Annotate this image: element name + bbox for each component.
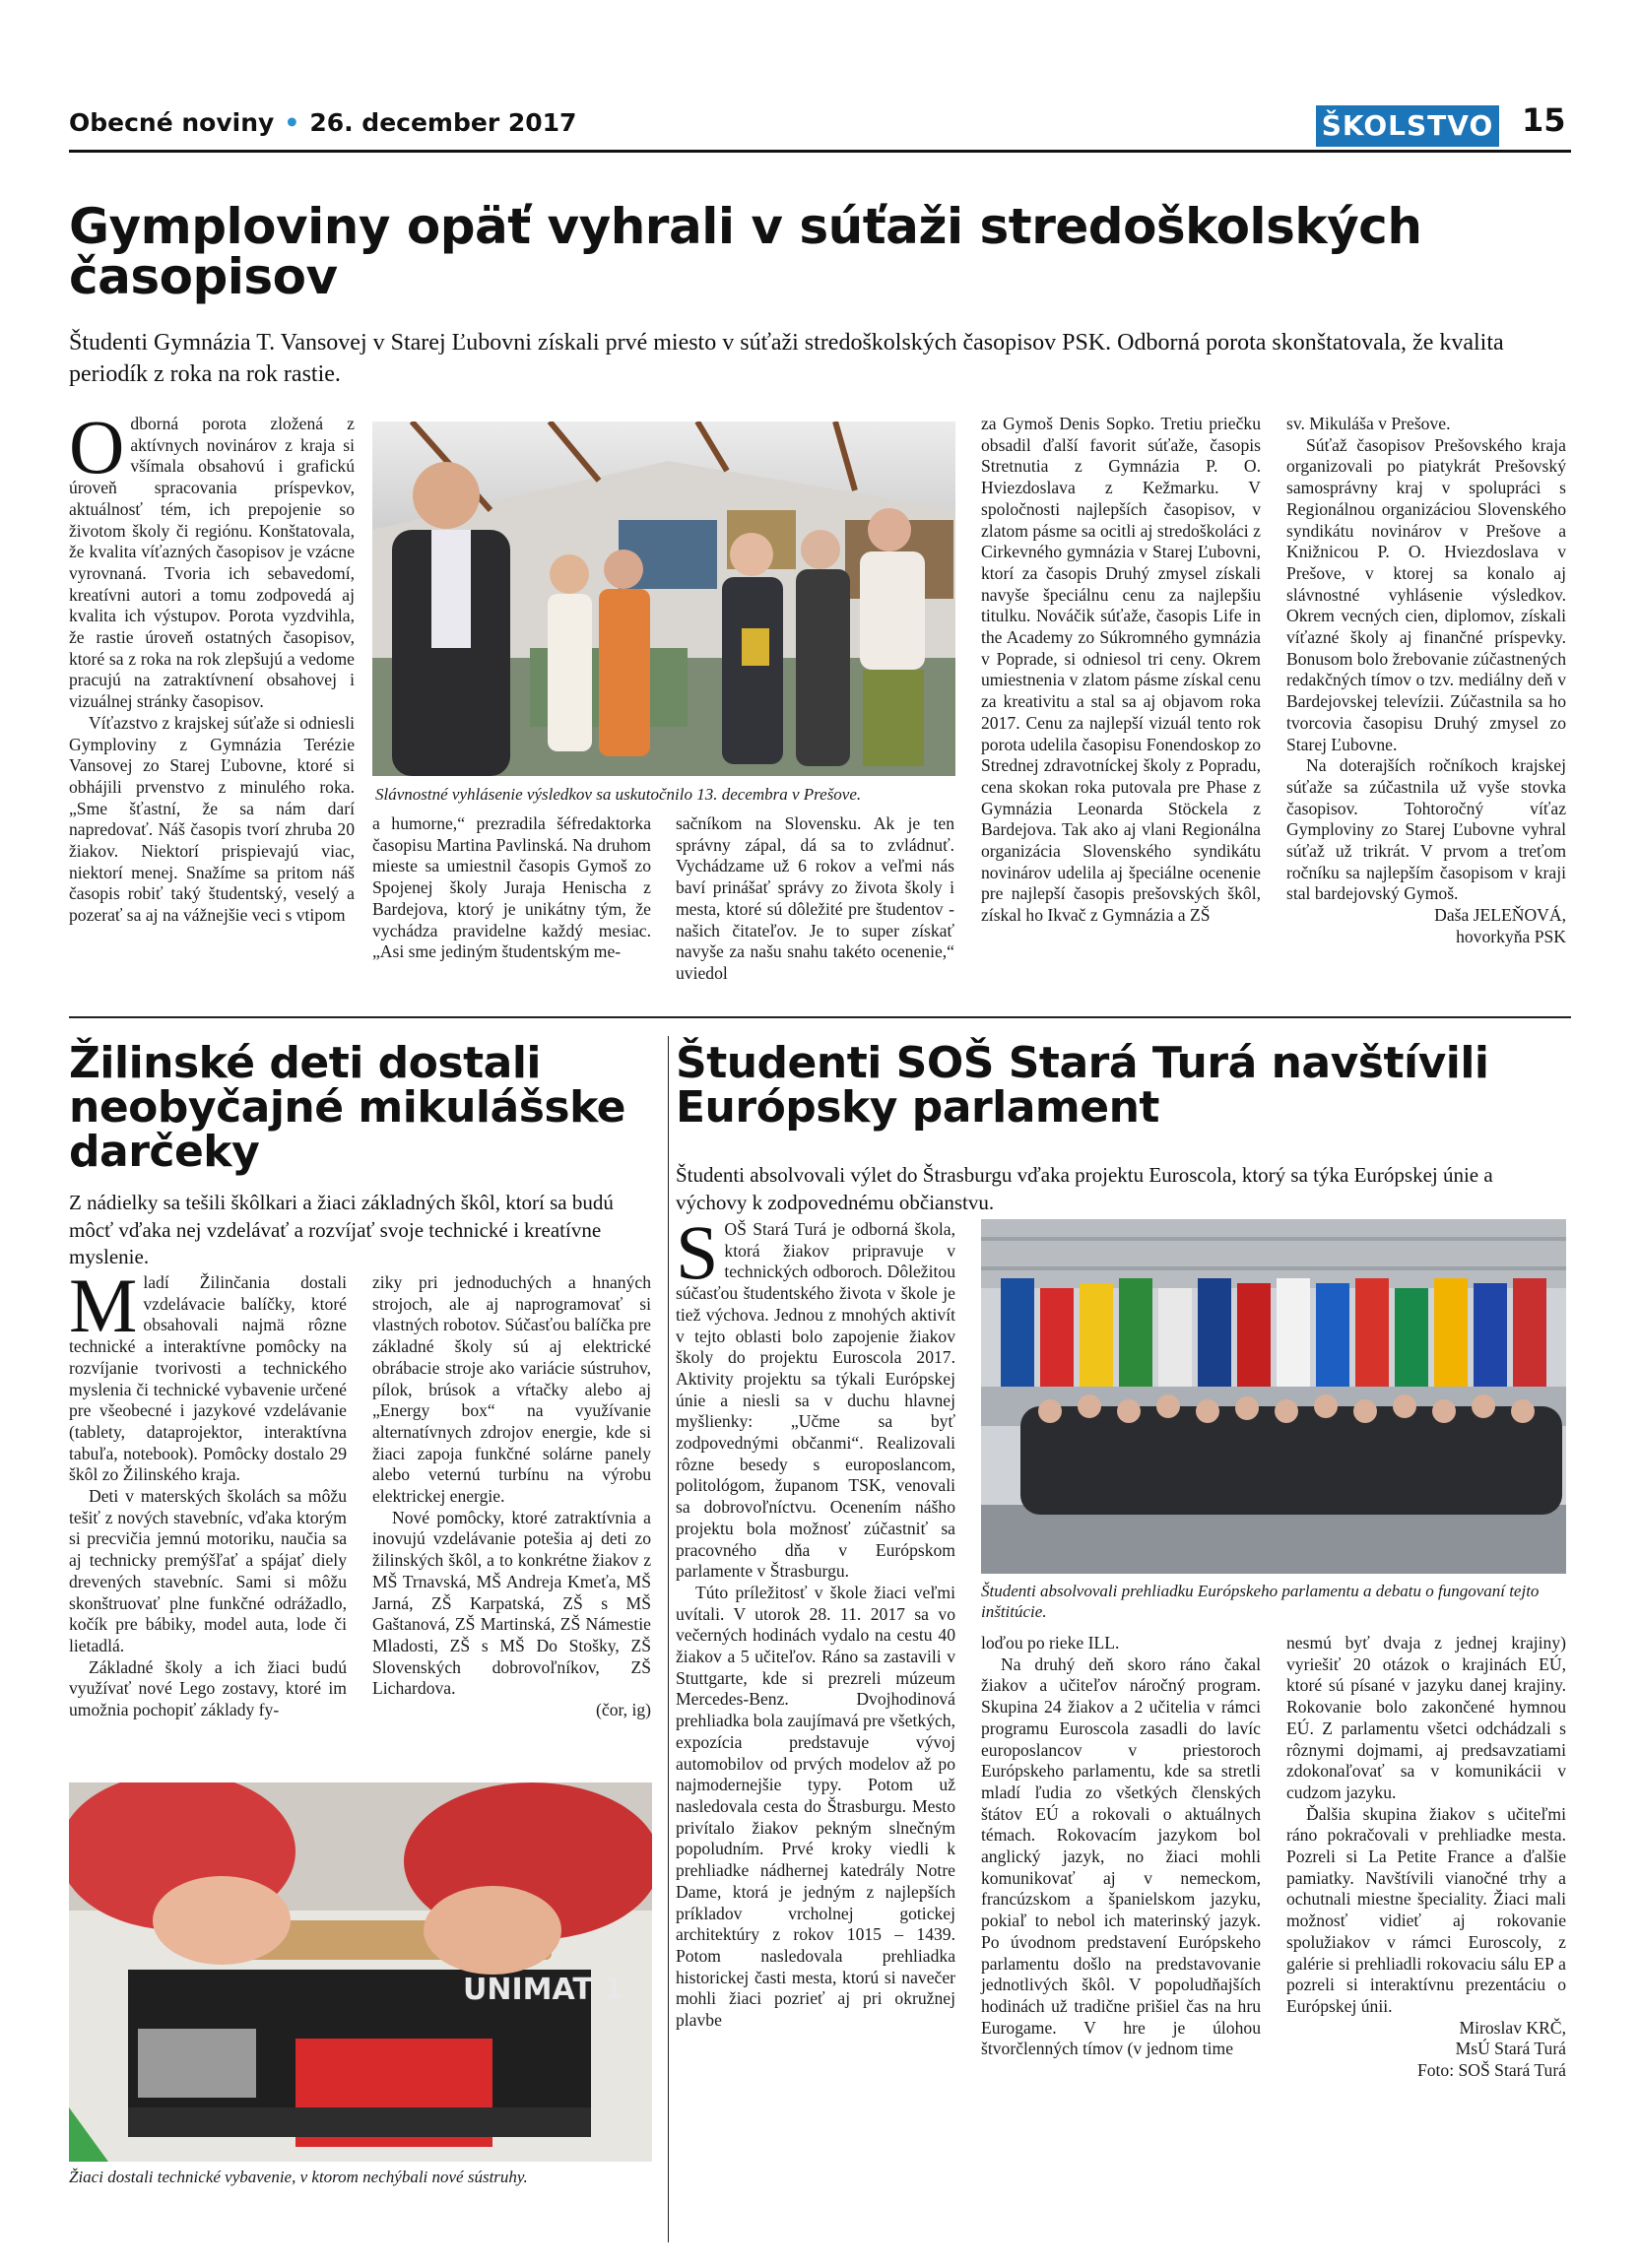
article3-author-role: MsÚ Stará Turá xyxy=(1455,2039,1566,2059)
ceremony-photo xyxy=(372,421,955,776)
dropcap: O xyxy=(69,404,125,489)
article3-photo-credit: Foto: SOŠ Stará Turá xyxy=(1416,2060,1566,2081)
lathe-photo-caption: Žiaci dostali technické vybavenie, v ktorom nechýbali nové sústruhy. xyxy=(69,2168,528,2186)
running-header xyxy=(69,108,576,137)
article2-column-2: ziky pri jednoduchých a hnaných strojoch, ale aj naprogramovať si vlastných robotov. Súčasťou balíčka pre základné školy sú aj elektrické obrábacie stroje ako variácie sústruhov, pílok, brúsok a vŕtačky alebo aj „Energy box“ na využívanie alternatívnych zdrojov energie, kde si žiaci zapoja funkčné solárne panely alebo veternú turbínu na výrobu elektrickej energie. Nové pomôcky, ktoré zatraktívnia a inovujú vzdelávanie potešia aj deti zo žilinských škôl, a to konkrétne žiakov z MŠ Trnavská, MŠ Andreja Kmeťa, MŠ Jarná, ZŠ Karpatská, ZŠ s MŠ Gaštanová, ZŠ Martinská, ZŠ Námestie Mladosti, ZŠ s MŠ Do Stošky, ZŠ Slovenských dobrovoľníkov, ZŠ Lichardova. (čor, ig) xyxy=(372,1272,651,1720)
dropcap: S xyxy=(676,1209,719,1295)
article1-lead: Študenti Gymnázia T. Vansovej v Starej Ľubovni získali prvé miesto v súťaži stredoškolských časopisov PSK. Odborná porota skonštatovala, že kvalita periodík z roka na rok rastie. xyxy=(69,330,1504,387)
bullet-icon: • xyxy=(284,108,300,137)
page-number: 15 xyxy=(1522,101,1566,139)
section-divider xyxy=(69,1016,1571,1018)
article2-signature: (čor, ig) xyxy=(596,1700,651,1720)
article2-lead: Z nádielky sa tešili škôlkari a žiaci základných škôl, ktorí sa budú môcť vďaka nej vzdelávať a rozvíjať svoje technické i kreatívne myslenie. xyxy=(69,1191,614,1269)
parliament-photo xyxy=(981,1219,1566,1574)
article1-author: Daša JELEŇOVÁ, xyxy=(1434,905,1566,926)
article3-lead: Študenti absolvovali výlet do Štrasburgu vďaka projektu Euroscola, ktorý sa týka Európskej únie a výchovy k zodpovednému občianstvu. xyxy=(676,1163,1493,1214)
publication-name: Obecné noviny xyxy=(69,108,275,137)
article1-column-3: sačníkom na Slovensku. Ak je ten správny zápal, dá sa to zvládnuť. Vychádzame už 6 rokov a veľmi nás baví prinášať správy zo života školy i mesta, ktoré sú dôležité pre študentov - našich čitateľov. Je to super získať navyše za našu snahu takéto ocenenie,“ uviedol xyxy=(676,813,954,983)
header-rule xyxy=(69,150,1571,153)
column-divider xyxy=(668,1036,669,2242)
section-label: ŠKOLSTVO xyxy=(1316,105,1499,147)
article1-column-4: za Gymoš Denis Sopko. Tretiu priečku obsadil ďalší favorit súťaže, časopis Stretnutia z Gymnázia P. O. Hviezdoslava z Kežmarku. V spoločnosti najlepších časopisov, v zlatom pásme sa ocitli aj stredoškoláci z Cirkevného gymnázia v Starej Ľubovni, ktorí za časopis Druhý zmysel získali navyše špeciálnu cenu za najlepšiu titulku. Nováčik súťaže, časopis Life in the Academy zo Súkromného gymnázia v Poprade, si odniesol tri ceny. Okrem umiestnenia v zlatom pásme získal cenu za kreativitu a stal sa aj objavom roka 2017. Cenu za najlepší vizuál tento rok porota udelila časopisu Fonendoskop zo Strednej zdravotníckej školy z Popradu, cena skokan roka putovala pre Phase z Gymnázia Leonarda Stöckela z Bardejova. Tak ako aj vlani Regionálna organizácia Slovenského syndikátu novinárov udelila aj špeciálne ocenenie pre najlepší časopis prešovských škôl, získal ho Ikvač z Gymnázia a ZŠ xyxy=(981,414,1261,926)
article3-author: Miroslav KRČ, xyxy=(1459,2017,1566,2038)
article2-headline: Žilinské deti dostali neobyčajné mikulášske darčeky xyxy=(69,1038,626,1177)
article3-column-1: SOŠ Stará Turá je odborná škola, ktorá žiakov pripravuje v technických odboroch. Dôležitou súčasťou študentského života v škole je tiež výchova. Jednou z mnohých aktivít v tejto oblasti bolo zapojenie žiakov školy do projektu Euroscola 2017. Aktivity projektu sa týkali Európskej únie a niesli sa v duchu hlavnej myšlienky: „Učme sa byť zodpovednými občanmi“. Realizovali rôzne besedy s europoslancom, politológom, županom TSK, venovali sa dobrovoľníctvu. Ocenením nášho projektu bola možnosť zúčastniť sa pracovného dňa v Európskom parlamente v Štrasburgu. Túto príležitosť v škole žiaci veľmi uvítali. V utorok 28. 11. 2017 sa vo večerných hodinách vydalo na cestu 40 žiakov a 5 učiteľov. Ráno sa zastavili v Stuttgarte, kde si prezreli múzeum Mercedes-Benz. Dvojhodinová prehliadka bola zaujímavá pre všetkých, expozícia predstavuje vývoj automobilov od prvých modelov až po najmodernejšie typy. Potom už nasledovala cesta do Štrasburgu. Mesto privítalo žiakov pekným slnečným popoludním. Prvé kroky viedli k prehliadke nádhernej katedrály Notre Dame, ktorá je jedným z najlepších príkladov vrcholnej gotickej architektúry z rokov 1015 – 1439. Potom nasledovala prehliadka historickej časti mesta, ktorú si navečer mohli žiaci pozrieť aj pri okružnej plavbe xyxy=(676,1209,955,2031)
unimat-label: UNIMAT 1 xyxy=(463,1973,624,2007)
article1-column-2: a humorne,“ prezradila šéfredaktorka časopisu Martina Pavlinská. Na druhom mieste sa umiestnil časopis Gymoš zo Spojenej školy Juraja Henischa z Bardejova, ktorý je unikátny tým, že vychádza pravidelne každý mesiac. „Asi sme jediným študentským me- xyxy=(372,813,651,962)
dropcap: M xyxy=(69,1263,138,1348)
article1-headline: Gymploviny opäť vyhrali v súťaži stredoškolských časopisov xyxy=(69,198,1422,305)
ceremony-photo-caption: Slávnostné vyhlásenie výsledkov sa uskutočnilo 13. decembra v Prešove. xyxy=(375,785,862,804)
article3-headline: Študenti SOŠ Stará Turá navštívili Európsky parlament xyxy=(676,1038,1489,1133)
issue-date: 26. december 2017 xyxy=(309,108,577,137)
article3-column-2: loďou po rieke ILL. Na druhý deň skoro ráno čakal žiakov a učiteľov náročný program. Skupina 24 žiakov a 2 učitelia v rámci programu Euroscola zasadli do lavíc europoslancov v priestoroch Európskeho parlamentu, kde sa stretli mladí ľudia zo všetkých členských štátov EÚ a rokovali o aktuálnych témach. Rokovacím jazykom bol anglický jazyk, no žiaci mohli komunikovať aj v nemeckom, francúzskom a španielskom jazyku, pokiaľ to nebol ich materinský jazyk. Po úvodnom predstavení Európskeho parlamentu došlo na predstavovanie jednotlivých škôl. V popoludňajších hodinách už tradične prišiel čas na hru Eurogame. V hre je úlohou štvorčlenných tímov (v jednom time xyxy=(981,1633,1261,2059)
article1-author-role: hovorkyňa PSK xyxy=(1456,926,1566,946)
article3-column-3: nesmú byť dvaja z jednej krajiny) vyriešiť 20 otázok o krajinách EÚ, ktoré sú písané v jazyku danej krajiny. Rokovanie bolo zakončené hymnou EÚ. Z parlamentu všetci odchádzali s rôznymi dojmami, aj predsavzatiami zdokonaľovať sa v komunikácii v cudzom jazyku. Ďalšia skupina žiakov s učiteľmi ráno pokračovali v prehliadke mesta. Pozreli si La Petite France a ďalšie pamiatky. Navštívili vianočné trhy a ochutnali miestne špeciality. Žiaci mali možnosť vidieť aj rokovanie spolužiakov v rámci Euroscoly, z galérie si prehliadli rokovaciu sálu EP a pozreli si interaktívnu prezentáciu o Európskej únii. Miroslav KRČ, MsÚ Stará Turá Foto: SOŠ Stará Turá xyxy=(1286,1633,1566,2081)
article2-column-1: Mladí Žilinčania dostali vzdelávacie balíčky, ktoré obsahovali najmä rôzne technické a interaktívne pomôcky na rozvíjanie tvorivosti a technického myslenia či technické vybavenie určené pre všeobecné i jazykové vzdelávanie (tablety, dataprojektor, interaktívna tabuľa, notebook). Pomôcky dostalo 29 škôl zo Žilinského kraja. Deti v materských školách sa môžu tešiť z nových stavebníc, vďaka ktorým si precvičia jemnú motoriku, naučia sa aj technicky premýšľať a spájať diely drevených stavebníc. Sami si môžu skonštruovať plne funkčné odrážadlo, kočík pre bábiky, model auta, lode či lietadlá. Základné školy a ich žiaci budú využívať nové Lego zostavy, ktoré im umožnia pochopiť základy fy- xyxy=(69,1263,347,1720)
lathe-photo xyxy=(69,1782,652,2162)
parliament-photo-caption: Študenti absolvovali prehliadku Európskeho parlamentu a debatu o fungovaní tejto inštitúcie. xyxy=(981,1582,1540,1621)
article1-column-1: Odborná porota zložená z aktívnych novinárov z kraja si všímala obsahovú i grafickú úroveň spracovania príspevkov, aktuálnosť tém, ich prepojenie so životom školy či regiónu. Konštatovala, že kvalita víťazných časopisov je vzácne vyrovnaná. Tvoria ich sebavedomí, kreatívni autori a tomu zodpovedá aj kvalita ich výstupov. Porota vyzdvihla, že rastie úroveň ostatných časopisov, ktoré sa z roka na rok zlepšujú a vedome pracujú na zatraktívnení obsahovej i vizuálnej stránky časopisov. Víťazstvo z krajskej súťaže si odniesli Gymploviny z Gymnázia Terézie Vansovej zo Starej Ľubovne, ktoré si obhájili prvenstvo z minulého roka. „Sme šťastní, že sa nám darí napredovať. Náš časopis tvorí zhruba 20 žiakov. Niektorí prispievajú viac, niektorí menej. Snažíme sa pritom náš časopis robiť taký študentský, veselý a pozerať sa aj na vážnejšie veci s vtipom xyxy=(69,404,355,926)
article1-column-5: sv. Mikuláša v Prešove. Súťaž časopisov Prešovského kraja organizovali po piatykrát Prešovský samosprávny kraj v spolupráci s Regionálnou organizáciou Slovenského syndikátu novinárov v Prešove a Knižnicou P. O. Hviezdoslava v Prešove, v ktorej sa konalo aj slávnostné vyhlásenie výsledkov. Okrem vecných cien, diplomov, získali víťazné školy aj finančné príspevky. Bonusom bolo žrebovanie zúčastnených redakčných tímov o tzv. mediálny deň v Bardejovskej televízii. Zúčastnila sa ho tvorcovia časopisu Druhý zmysel zo Starej Ľubovne. Na doterajších ročníkoch krajskej súťaže sa zúčastnila už vyše stovka časopisov. Tohtoročný víťaz Gymploviny zo Starej Ľubovne vyhral súťaž už trikrát. V prvom a treťom ročníku sa najlepším časopisom v kraji stal bardejovský Gymoš. Daša JELEŇOVÁ, hovorkyňa PSK xyxy=(1286,414,1566,946)
